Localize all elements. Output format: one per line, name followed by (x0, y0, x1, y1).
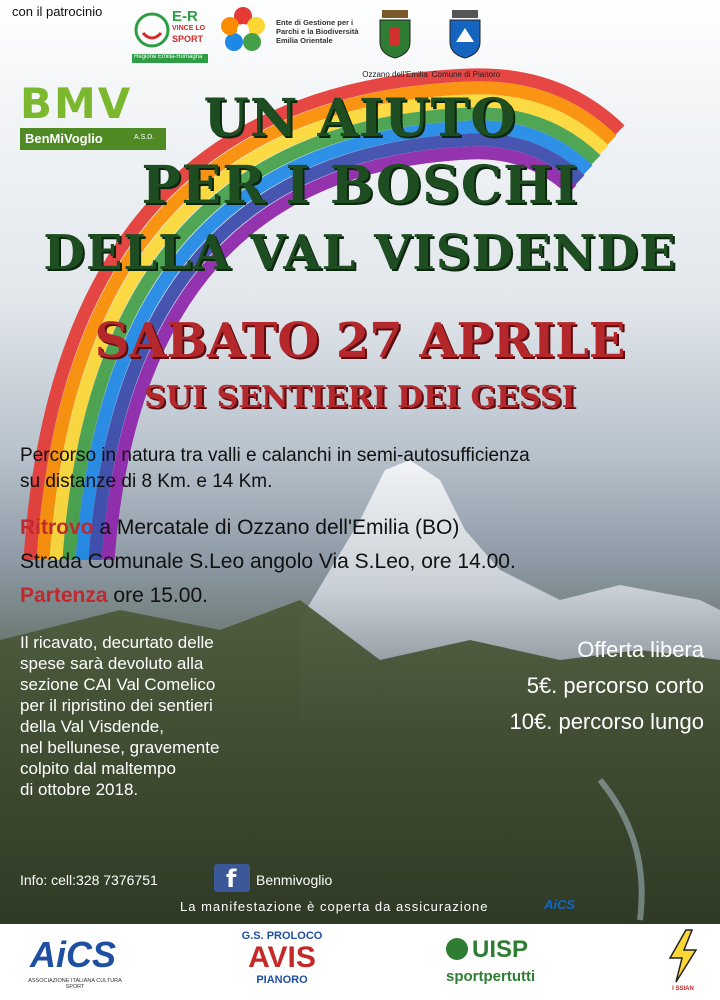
footer-sponsors (0, 924, 720, 1000)
er-vince-lo-sport-logo (132, 6, 208, 64)
er-logo-line3: SPORT (172, 34, 204, 44)
meeting-location: a Mercatale di Ozzano dell'Emilia (BO) (99, 516, 460, 539)
bmv-letters: BMV (20, 79, 133, 128)
proceeds-line: colpito dal maltempo (20, 759, 176, 778)
aics-subtitle: ASSOCIAZIONE ITALIANA CULTURA SPORT (28, 978, 122, 990)
contact-info: Info: cell:328 7376751 (20, 872, 158, 888)
uisp-name: UISP (472, 936, 529, 963)
pricing-short: 5€. percorso corto (526, 673, 704, 698)
facebook-name[interactable]: Benmivoglio (256, 872, 333, 888)
insurance-note: La manifestazione è coperta da assicurazione (180, 899, 489, 914)
issian-logo (660, 928, 706, 998)
avis-logo (234, 930, 330, 996)
meeting-label: Ritrovo (20, 516, 94, 539)
description-line-1: Percorso in natura tra valli e calanchi in semi-autosufficienza (20, 445, 530, 466)
er-logo-region: Regione Emilia-Romagna (134, 54, 203, 60)
uisp-emblem-icon (446, 938, 468, 960)
parchi-flower-logo (218, 4, 268, 60)
proceeds-line: per il ripristino dei sentieri (20, 696, 213, 715)
benmivoglio-suffix: A.S.D. (134, 134, 155, 141)
patronage-label: con il patrocinio (12, 4, 103, 19)
event-date: SABATO 27 APRILE (94, 313, 626, 369)
start-label: Partenza (20, 584, 108, 607)
description-line-2: su distanze di 8 Km. e 14 Km. (20, 471, 273, 492)
start-line (20, 582, 720, 610)
pianoro-label: Comune di Pianoro (431, 70, 501, 79)
lightning-runner-icon (660, 928, 706, 984)
pricing-block (384, 632, 704, 740)
benmivoglio-name: BenMiVoglio (25, 131, 103, 146)
issian-name: I SSIAN (672, 986, 694, 992)
pricing-offer: Offerta libera (577, 637, 704, 662)
event-subtitle: SUI SENTIERI DEI GESSI (144, 380, 576, 415)
ozzano-label: Ozzano dell'Emilia (362, 70, 428, 79)
proceeds-line: della Val Visdende, (20, 717, 164, 736)
title-line-1: UN AIUTO (203, 88, 517, 149)
facebook-glyph: f (226, 865, 237, 893)
er-logo-line2: VINCE LO (172, 25, 206, 32)
proceeds-line: di ottobre 2018. (20, 780, 139, 799)
avis-top: G.S. PROLOCO (241, 930, 323, 942)
pricing-long: 10€. percorso lungo (509, 709, 704, 734)
parchi-logo-text: Ente di Gestione per i Parchi e la Biodiversità Emilia Orientale (276, 18, 359, 45)
facebook-icon (214, 864, 250, 892)
aics-name: AiCS (30, 934, 117, 975)
proceeds-text (20, 632, 320, 800)
er-logo-title: E-R (172, 8, 198, 25)
aics-logo (20, 934, 130, 994)
title-line-2: PER I BOSCHI (141, 155, 579, 216)
avis-name: AVIS (248, 941, 316, 974)
ozzano-crest-icon (376, 8, 414, 60)
meeting-line (20, 514, 720, 542)
uisp-tagline: sportpertutti (446, 968, 536, 985)
proceeds-line: nel bellunese, gravemente (20, 738, 220, 757)
proceeds-line: spese sarà devoluto alla (20, 654, 204, 673)
aics-mini-logo: AiCS (544, 897, 576, 912)
start-time: ore 15.00. (113, 584, 208, 607)
meeting-street: Strada Comunale S.Leo angolo Via S.Leo, ore 14.00. (20, 550, 516, 573)
proceeds-line: sezione CAI Val Comelico (20, 675, 216, 694)
proceeds-line: Il ricavato, decurtato delle (20, 633, 214, 652)
pianoro-crest-icon (446, 8, 484, 60)
uisp-logo (446, 936, 566, 996)
title-line-3: DELLA VAL VISDENDE (43, 225, 677, 281)
avis-bottom: PIANORO (256, 974, 308, 986)
